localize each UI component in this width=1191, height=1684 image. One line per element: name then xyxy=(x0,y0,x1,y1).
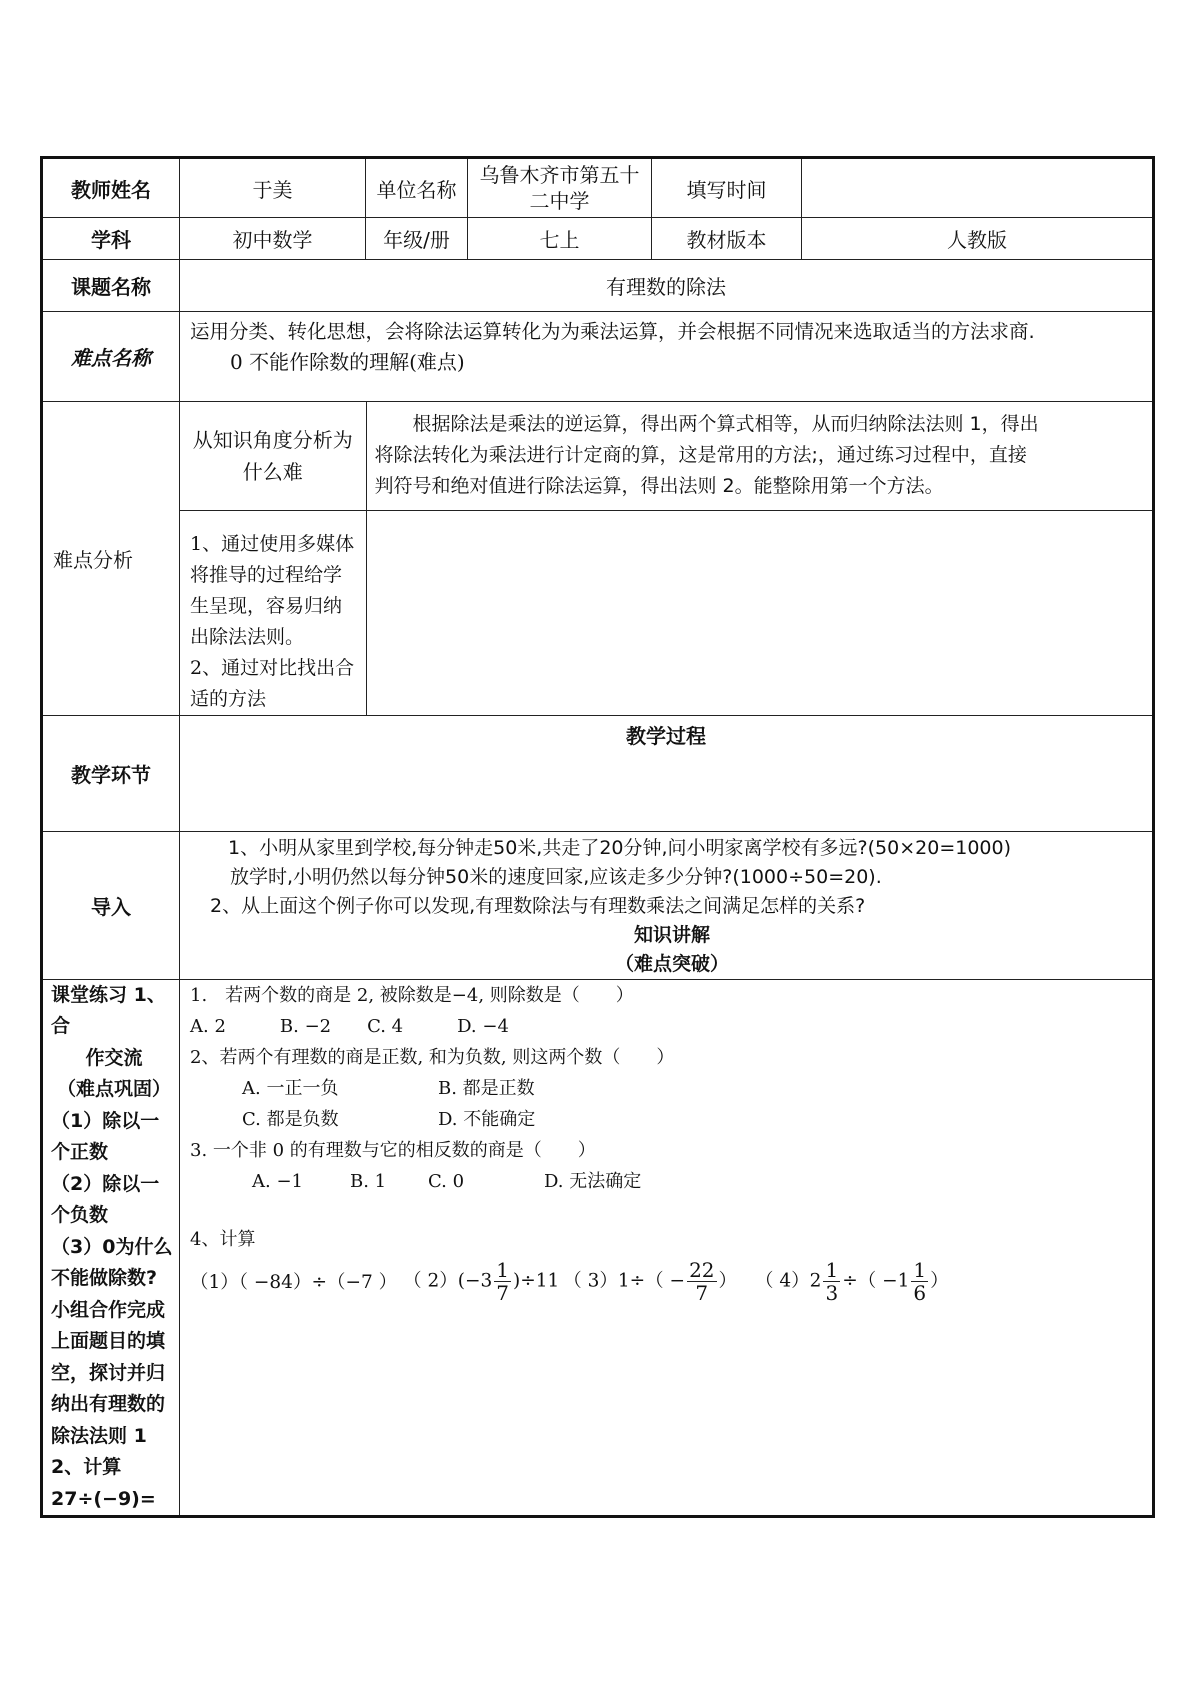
question-2: 2、若两个有理数的商是正数, 和为负数, 则这两个数（ ） xyxy=(190,1046,675,1068)
calc-4-post: ） xyxy=(930,1270,949,1291)
knowledge-text xyxy=(366,402,1152,510)
process-title: 教学过程 xyxy=(180,715,1154,831)
topic-label: 课题名称 xyxy=(42,260,180,312)
calc-3-pre: （ 3）1÷（ − xyxy=(563,1270,686,1291)
practice-left-line: （2）除以一 xyxy=(51,1172,160,1195)
calc-2 xyxy=(403,1259,559,1304)
fraction-numerator: 1 xyxy=(913,1257,927,1282)
calc-2-post: )÷11 xyxy=(512,1270,560,1291)
intro-line5: （难点突破） xyxy=(614,952,729,975)
question-3: 3. 一个非 0 的有理数与它的相反数的商是（ ） xyxy=(190,1139,596,1161)
fraction-numerator: 1 xyxy=(496,1257,509,1282)
practice-left-line: 个负数 xyxy=(51,1204,109,1226)
intro-content xyxy=(180,831,1154,979)
difficulty-line2: 0 不能作除数的理解(难点) xyxy=(230,350,465,374)
teacher-value: 于美 xyxy=(180,158,366,218)
topic-value: 有理数的除法 xyxy=(180,260,1154,312)
fraction-denominator: 6 xyxy=(913,1280,927,1305)
intro-line2: 放学时,小明仍然以每分钟50米的速度回家,应该走多少分钟?(1000÷50=20). xyxy=(230,865,882,888)
practice-left-line: 个正数 xyxy=(51,1141,109,1163)
knowledge-line1: 根据除法是乘法的逆运算，得出两个算式相等，从而归纳除法法则 1，得出 xyxy=(412,413,1039,436)
edition-value: 人教版 xyxy=(802,218,1154,260)
analysis-container xyxy=(180,402,1154,716)
difficulty-line1: 运用分类、转化思想，会将除法运算转化为为乘法运算，并会根据不同情况来选取适当的方法求商. xyxy=(190,320,1035,343)
calc-2-fraction xyxy=(494,1259,511,1304)
q3-option-d: D. 无法确定 xyxy=(544,1170,642,1192)
practice-sidebar xyxy=(42,979,180,1517)
practice-left-line: （难点巩固） xyxy=(56,1078,171,1100)
calc-2-pre: （ 2）(−3 xyxy=(403,1270,493,1291)
unit-value xyxy=(468,158,652,218)
method-line3: 生呈现，容易归纳 xyxy=(190,594,343,617)
calc-3-post: ） xyxy=(718,1270,738,1291)
intro-line1: 1、小明从家里到学校,每分钟走50米,共走了20分钟,问小明家离学校有多远?(50×20=1000) xyxy=(228,836,1012,859)
unit-value-line2: 二中学 xyxy=(529,189,590,213)
intro-line3: 2、从上面这个例子你可以发现,有理数除法与有理数乘法之间满足怎样的关系? xyxy=(210,894,866,917)
practice-left-line: （3）0为什么 xyxy=(51,1235,173,1258)
question-1: 1. 若两个数的商是 2, 被除数是−4, 则除数是（ ） xyxy=(190,984,634,1006)
practice-left-line: 空，探讨并归 xyxy=(51,1361,166,1384)
difficulty-content xyxy=(180,312,1154,402)
question-1-options: A. 2 B. −2 C. 4 D. −4 xyxy=(190,1015,509,1037)
method-line6: 适的方法 xyxy=(190,687,267,710)
calc-4-fraction-2 xyxy=(911,1259,928,1304)
calc-4-fraction-1 xyxy=(823,1259,840,1304)
calc-4 xyxy=(755,1259,949,1304)
analysis-label: 难点分析 xyxy=(42,402,180,716)
q2-option-c: C. 都是负数 xyxy=(242,1108,339,1130)
fraction-numerator: 22 xyxy=(689,1257,715,1282)
method-line5: 2、通过对比找出合 xyxy=(190,656,355,679)
calc-row xyxy=(190,1259,1144,1304)
unit-value-line1: 乌鲁木齐市第五十 xyxy=(479,163,640,187)
time-label: 填写时间 xyxy=(652,158,802,218)
practice-content xyxy=(180,979,1154,1517)
calc-3-fraction xyxy=(687,1259,716,1304)
fraction-denominator: 7 xyxy=(496,1280,509,1305)
q2-option-b: B. 都是正数 xyxy=(438,1077,535,1099)
grade-label: 年级/册 xyxy=(366,218,468,260)
question-3-options xyxy=(190,1166,1144,1197)
knowledge-label xyxy=(180,402,366,510)
practice-left-line: 上面题目的填 xyxy=(51,1330,166,1352)
practice-left-line: 27÷(−9)= xyxy=(51,1487,156,1510)
time-value xyxy=(802,158,1154,218)
calc-3 xyxy=(563,1259,737,1304)
teacher-label: 教师姓名 xyxy=(42,158,180,218)
knowledge-line2: 将除法转化为乘法进行计定商的算，这是常用的方法;，通过练习过程中，直接 xyxy=(374,444,1027,467)
edition-label: 教材版本 xyxy=(652,218,802,260)
practice-left-line: 小组合作完成 xyxy=(51,1298,166,1321)
knowledge-label-line2: 什么难 xyxy=(242,459,303,484)
practice-left-line: 除法法则 1 xyxy=(51,1424,147,1447)
knowledge-line3: 判符号和绝对值进行除法运算，得出法则 2。能整除用第一个方法。 xyxy=(374,475,944,498)
question-2-options-row2 xyxy=(190,1104,1144,1135)
method-right xyxy=(366,510,1152,715)
q3-option-a: A. −1 xyxy=(252,1170,303,1192)
practice-left-line: 2、计算 xyxy=(51,1456,122,1478)
q3-option-c: C. 0 xyxy=(428,1170,465,1192)
fraction-denominator: 3 xyxy=(825,1280,839,1305)
fraction-numerator: 1 xyxy=(825,1257,839,1282)
method-text xyxy=(180,510,366,715)
practice-left-line: （1）除以一 xyxy=(51,1109,160,1132)
intro-label: 导入 xyxy=(42,831,180,979)
q3-option-b: B. 1 xyxy=(350,1170,387,1192)
difficulty-label: 难点名称 xyxy=(42,312,180,402)
process-section-label: 教学环节 xyxy=(42,715,180,831)
practice-left-line: 纳出有理数的 xyxy=(51,1393,166,1415)
question-2-options-row1 xyxy=(190,1073,1144,1104)
calc-4-mid: ÷（ −1 xyxy=(842,1270,910,1291)
lesson-plan-table xyxy=(40,156,1155,1518)
q2-option-d: D. 不能确定 xyxy=(438,1108,536,1130)
analysis-inner-table xyxy=(180,402,1152,715)
subject-label: 学科 xyxy=(42,218,180,260)
subject-value: 初中数学 xyxy=(180,218,366,260)
fraction-denominator: 7 xyxy=(695,1280,709,1305)
grade-value: 七上 xyxy=(468,218,652,260)
practice-left-line: 不能做除数? xyxy=(51,1267,158,1289)
q2-option-a: A. 一正一负 xyxy=(242,1077,339,1099)
method-line4: 出除法法则。 xyxy=(190,625,305,648)
question-4: 4、计算 xyxy=(190,1228,256,1250)
method-line1: 1、通过使用多媒体 xyxy=(190,532,355,555)
unit-label: 单位名称 xyxy=(366,158,468,218)
method-line2: 将推导的过程给学 xyxy=(190,563,343,586)
practice-left-line: 课堂练习 1、合 xyxy=(51,983,166,1037)
practice-left-line: 作交流 xyxy=(85,1046,143,1069)
calc-4-pre: （ 4）2 xyxy=(755,1270,822,1291)
knowledge-label-line1: 从知识角度分析为 xyxy=(192,427,353,452)
calc-1: （1）（ −84）÷（−7 ） xyxy=(190,1272,398,1293)
intro-line4: 知识讲解 xyxy=(633,923,710,946)
